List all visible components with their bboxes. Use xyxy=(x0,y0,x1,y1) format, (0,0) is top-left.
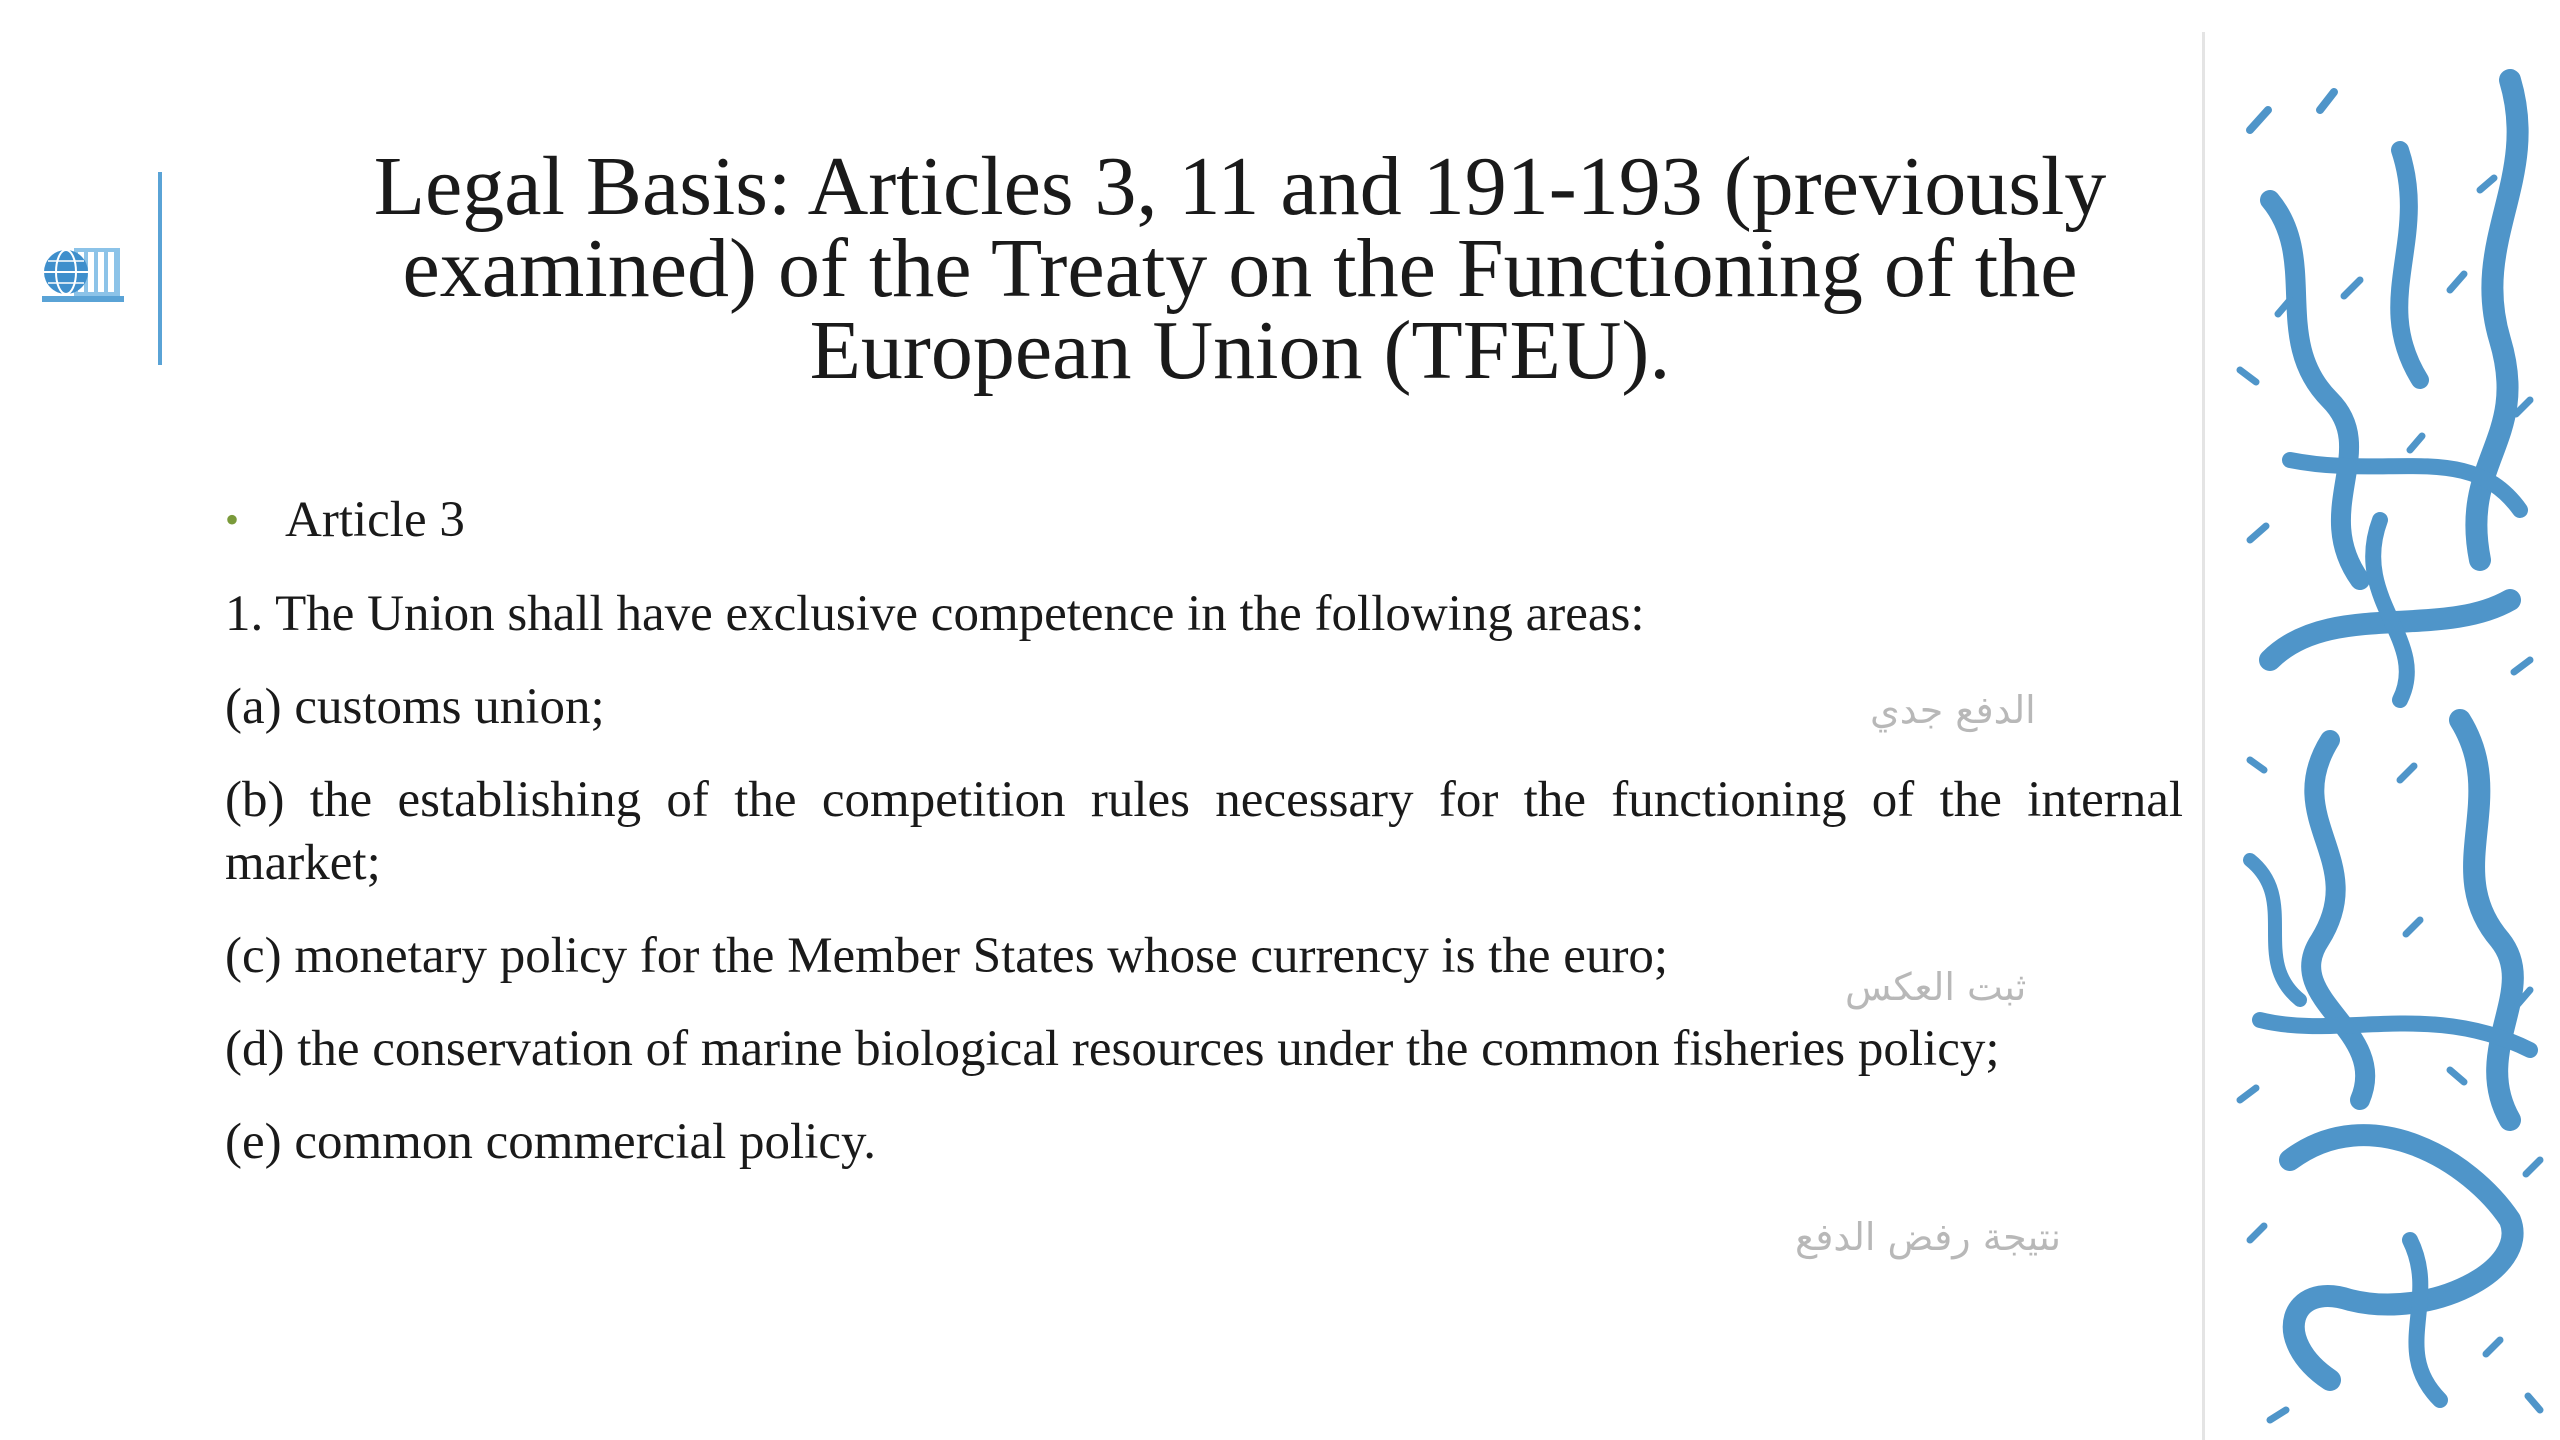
paragraph-item-c: (c) monetary policy for the Member States whose currency is the euro; xyxy=(225,928,1669,984)
university-building-logo-icon xyxy=(36,238,128,310)
paragraph-item-d: (d) the conservation of marine biological resources under the common fisheries policy; xyxy=(225,1021,2000,1077)
annotation-3: نتيجة رفض الدفع xyxy=(1795,1215,2062,1259)
side-panel-divider xyxy=(2202,32,2205,1440)
paragraph-item-a: (a) customs union; xyxy=(225,679,605,735)
paragraph-intro: 1. The Union shall have exclusive competence in the following areas: xyxy=(225,586,1645,642)
annotation-2: ثبت العكس xyxy=(1845,965,2027,1009)
bullet-item xyxy=(225,490,2183,550)
bullet-dot-icon: • xyxy=(225,497,240,542)
arabic-calligraphy-decoration xyxy=(2210,40,2560,1440)
logo-divider xyxy=(158,172,162,365)
slide-title: Legal Basis: Articles 3, 11 and 191-193 (previously examined) of the Treaty on the Functioning of the European Union (TFEU). xyxy=(373,140,2107,397)
slide-content xyxy=(225,490,2183,1204)
paragraph-item-e: (e) common commercial policy. xyxy=(225,1114,876,1170)
annotation-1: الدفع جدي xyxy=(1870,688,2036,732)
bullet-label: Article 3 xyxy=(285,492,465,548)
paragraph-item-b: (b) the establishing of the competition rules necessary for the functioning of the internal market; xyxy=(225,772,2183,891)
